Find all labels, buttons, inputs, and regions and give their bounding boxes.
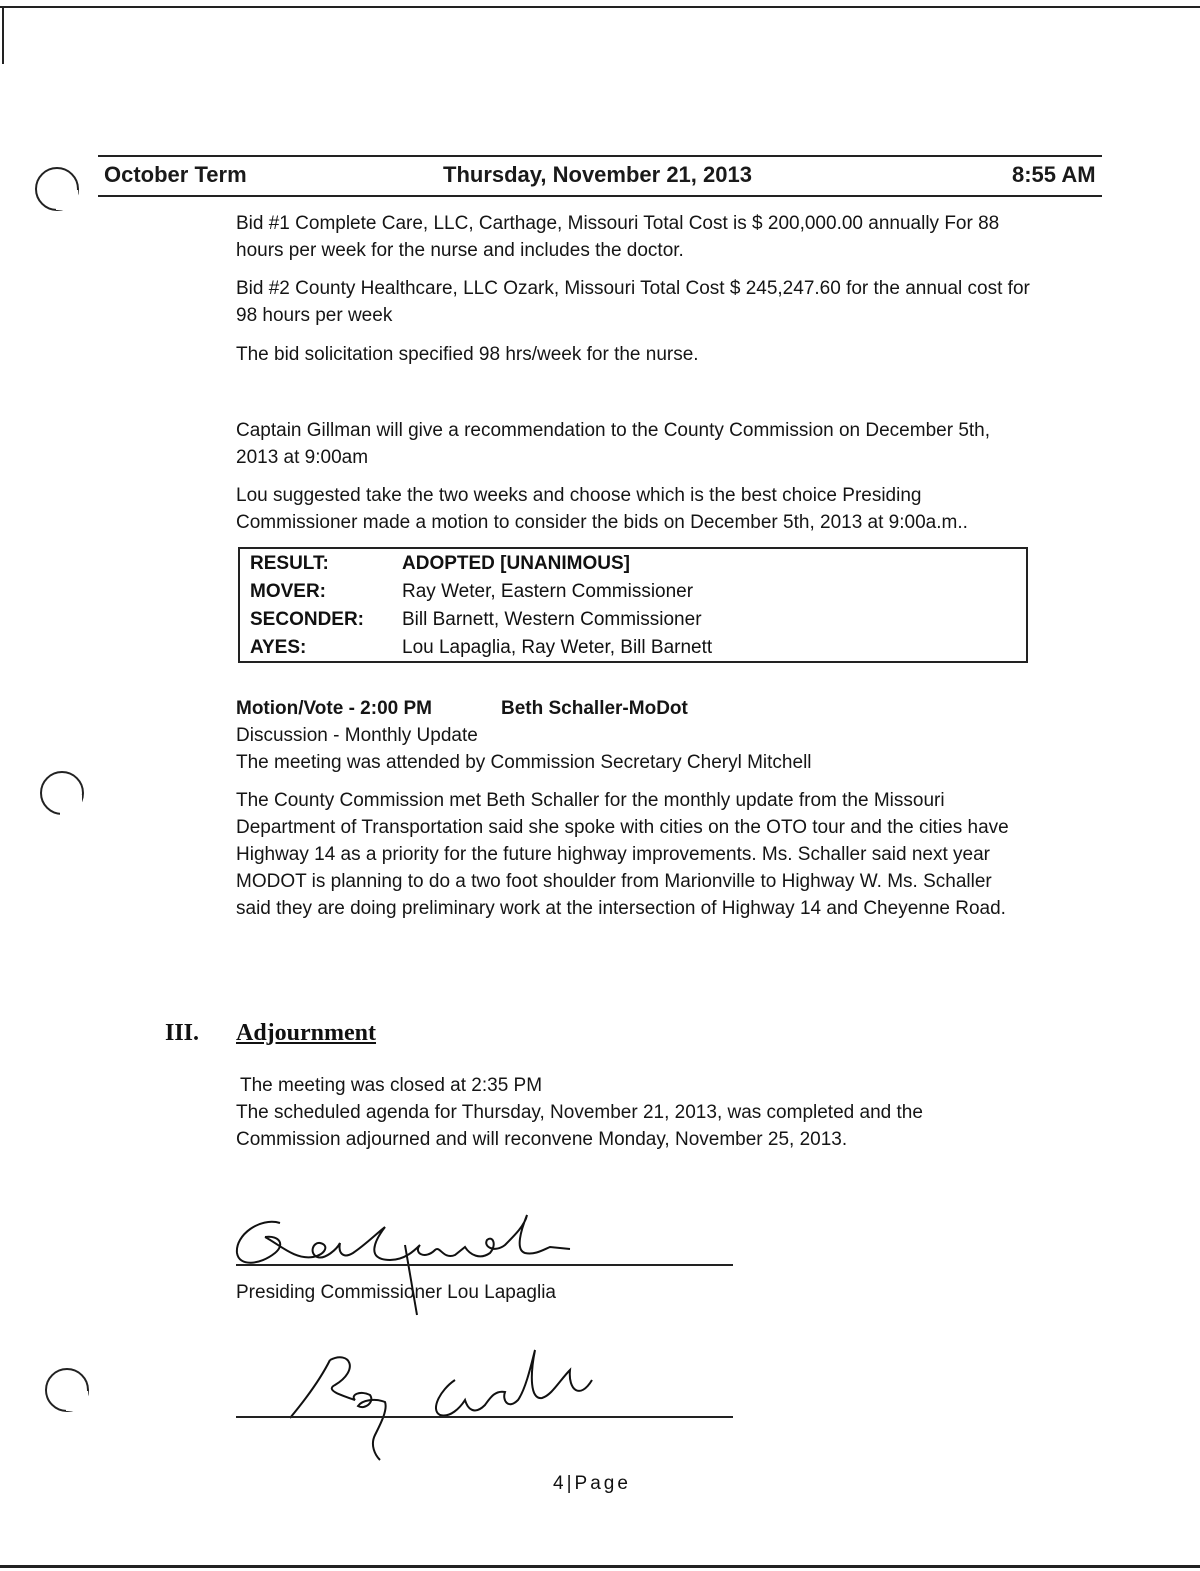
vote-value: ADOPTED [UNANIMOUS]	[402, 553, 630, 574]
signature-ray-weter	[280, 1340, 600, 1470]
modot-discussion: Discussion - Monthly Update	[236, 725, 478, 746]
adjournment-completed-text: The scheduled agenda for Thursday, November 21, 2013, was completed and the Commission adjourned and will reconvene Monday, November 25, 2013.	[236, 1102, 923, 1150]
bid-solicitation-text: The bid solicitation specified 98 hrs/week for the nurse.	[236, 344, 699, 365]
page-label: Page	[574, 1473, 631, 1494]
scan-bottom-border	[0, 1565, 1200, 1568]
header-date: Thursday, November 21, 2013	[443, 162, 752, 187]
vote-value: Bill Barnett, Western Commissioner	[402, 609, 702, 630]
signature-line-2	[236, 1416, 733, 1418]
bid-1-text: Bid #1 Complete Care, LLC, Carthage, Missouri Total Cost is $ 200,000.00 annually For 88 hours per week for the nurse and includes the doctor.	[236, 213, 1000, 261]
header-top-rule	[98, 155, 1102, 157]
modot-presenter: Beth Schaller-MoDot	[501, 698, 688, 719]
recommendation-text: Captain Gillman will give a recommendation to the County Commission on December 5th, 2013 at 9:00am	[236, 420, 991, 468]
header-bottom-rule	[98, 195, 1102, 197]
modot-summary: The County Commission met Beth Schaller for the monthly update from the Missouri Department of Transportation said she spoke with cities on the OTO tour and the cities have Highway 14 as a priority for the future highway improvements. Ms. Schaller said next year MODOT is planning to do a two foot shoulder from Marionville to Highway W. Ms. Schaller said they are doing preliminary work at the intersection of Highway 14 and Cheyenne Road.	[236, 790, 1009, 919]
page-number: 4|Page	[553, 1473, 631, 1494]
scan-top-border	[0, 6, 1200, 8]
header-time: 8:55 AM	[1012, 162, 1096, 187]
vote-label: AYES:	[250, 637, 307, 658]
vote-label: SECONDER:	[250, 609, 365, 630]
scan-left-border	[2, 6, 4, 64]
motion-text: Lou suggested take the two weeks and choose which is the best choice Presiding Commissioner made a motion to consider the bids on December 5th, 2013 at 9:00a.m..	[236, 485, 968, 533]
vote-label: RESULT:	[250, 553, 329, 574]
vote-result-table	[238, 547, 1028, 663]
bid-2-text: Bid #2 County Healthcare, LLC Ozark, Missouri Total Cost $ 245,247.60 for the annual cost for 98 hours per week	[236, 278, 1030, 326]
presiding-commissioner-caption: Presiding Commissioner Lou Lapaglia	[236, 1282, 557, 1303]
modot-motion-vote: Motion/Vote - 2:00 PM	[236, 698, 432, 719]
page-number-value: 4	[553, 1473, 567, 1494]
vote-label: MOVER:	[250, 581, 326, 602]
modot-attendance: The meeting was attended by Commission Secretary Cheryl Mitchell	[236, 752, 812, 773]
adjournment-closed-time: The meeting was closed at 2:35 PM	[240, 1075, 543, 1096]
header-term: October Term	[104, 162, 247, 187]
signature-line-1	[236, 1264, 733, 1266]
vote-value: Lou Lapaglia, Ray Weter, Bill Barnett	[402, 637, 713, 658]
section-title-adjournment: Adjournment	[236, 1020, 377, 1046]
vote-value: Ray Weter, Eastern Commissioner	[402, 581, 694, 602]
section-number: III.	[165, 1020, 200, 1046]
